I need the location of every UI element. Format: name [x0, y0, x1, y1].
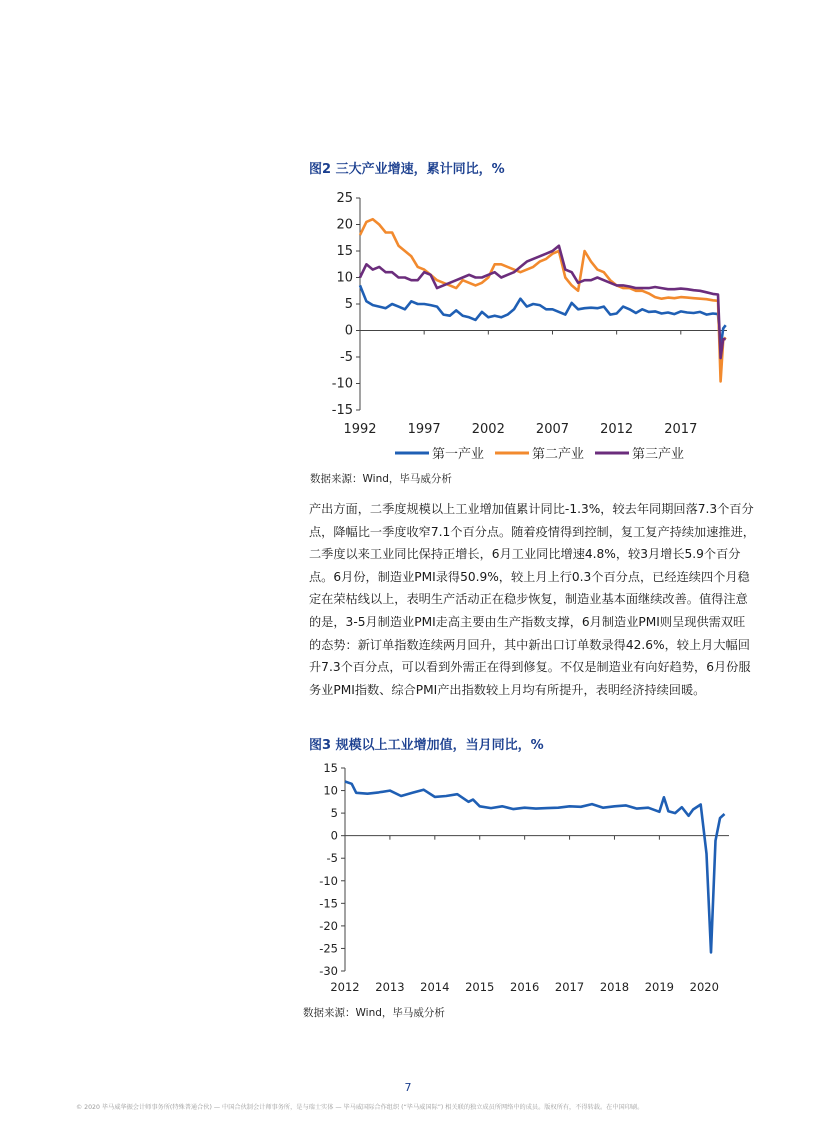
legend-label-3: 第三产业: [632, 447, 685, 462]
legend-label-1: 第一产业: [432, 447, 485, 462]
y-tick-label: -15: [331, 403, 353, 418]
page-number: 7: [404, 1081, 412, 1094]
y-tick-label: 20: [336, 217, 353, 233]
body-paragraph: 产出方面，二季度规模以上工业增加值累计同比-1.3%，较去年同期回落7.3个百分点，降幅比一季度收窄7.1个百分点。随着疫情得到控制，复工复产持续加速推进，二季度以来工业同比保持正增长，6月工业同比增速4.8%，较3月增长5.9个百分点。6月份，制造业PMI录得50.9%，较上月上行0.3个百分点，已经连续四个月稳定在荣枯线以上，表明生产活动正在稳步恢复，制造业基本面继续改善。值得注意的是，3-5月制造业PMI走高主要由生产指数支撑，6月制造业PMI则呈现供需双旺的态势：新订单指数连续两月回升，其中新出口订单数录得42.6%，较上月大幅回升7.3个百分点，可以看到外需正在得到修复。不仅是制造业有向好趋势，6月份服务业PMI指数、综合PMI产出指数较上月均有所提升，表明经济持续回暖。: [309, 502, 755, 697]
x-tick-label: 2013: [375, 980, 405, 994]
y-tick-label: 10: [323, 783, 338, 798]
y-tick-label: 10: [336, 270, 353, 286]
x-tick-label: 2017: [664, 422, 698, 437]
y-tick-label: 0: [344, 323, 353, 339]
y-tick-label: -30: [319, 964, 338, 978]
x-tick-label: 2016: [510, 980, 540, 994]
x-tick-label: 2012: [600, 422, 634, 437]
y-tick-label: 5: [330, 806, 338, 821]
x-tick-label: 2017: [554, 980, 585, 994]
y-tick-label: -10: [331, 376, 353, 392]
y-tick-label: 15: [336, 244, 353, 259]
x-tick-label: 2018: [599, 980, 630, 994]
figure2-source: 数据来源：Wind，毕马威分析: [310, 473, 452, 485]
y-tick-label: -10: [319, 873, 338, 888]
x-tick-label: 2012: [330, 980, 360, 994]
y-tick-label: -5: [340, 350, 353, 365]
figure2-chart: [309, 188, 749, 468]
y-tick-label: -20: [319, 918, 338, 933]
y-tick-label: -15: [319, 896, 338, 911]
series-line-2: [360, 219, 726, 381]
figure2-title: 图2 三大产业增速，累计同比，%: [309, 162, 505, 177]
copyright-footer: © 2020 毕马威华振会计师事务所(特殊普通合伙) — 中国合伙制会计师事务所，是与瑞士实体 — 毕马威国际合作组织 (“毕马威国际”) 相关联的独立成员所网络中的成员。版权所有，不得转载。在中国印刷。: [76, 1104, 644, 1111]
y-tick-label: -25: [319, 941, 338, 956]
x-tick-label: 2002: [471, 422, 505, 437]
y-tick-label: 0: [330, 828, 338, 843]
y-tick-label: 25: [336, 191, 353, 206]
x-tick-label: 1997: [407, 422, 441, 437]
series-line-1: [345, 782, 725, 953]
figure3-title: 图3 规模以上工业增加值，当月同比，%: [309, 738, 544, 753]
legend-label-2: 第二产业: [532, 447, 585, 462]
x-tick-label: 2020: [689, 980, 719, 994]
x-tick-label: 2015: [465, 980, 495, 994]
figure3-source: 数据来源：Wind，毕马威分析: [303, 1007, 445, 1019]
figure3-chart: [309, 760, 749, 1000]
series-line-1: [360, 285, 726, 347]
y-tick-label: 5: [344, 297, 353, 312]
y-tick-label: 15: [323, 761, 338, 775]
y-tick-label: -5: [326, 851, 338, 866]
x-tick-label: 2007: [535, 422, 570, 437]
x-tick-label: 2019: [644, 980, 675, 994]
x-tick-label: 2014: [420, 980, 450, 994]
x-tick-label: 1992: [343, 422, 377, 437]
